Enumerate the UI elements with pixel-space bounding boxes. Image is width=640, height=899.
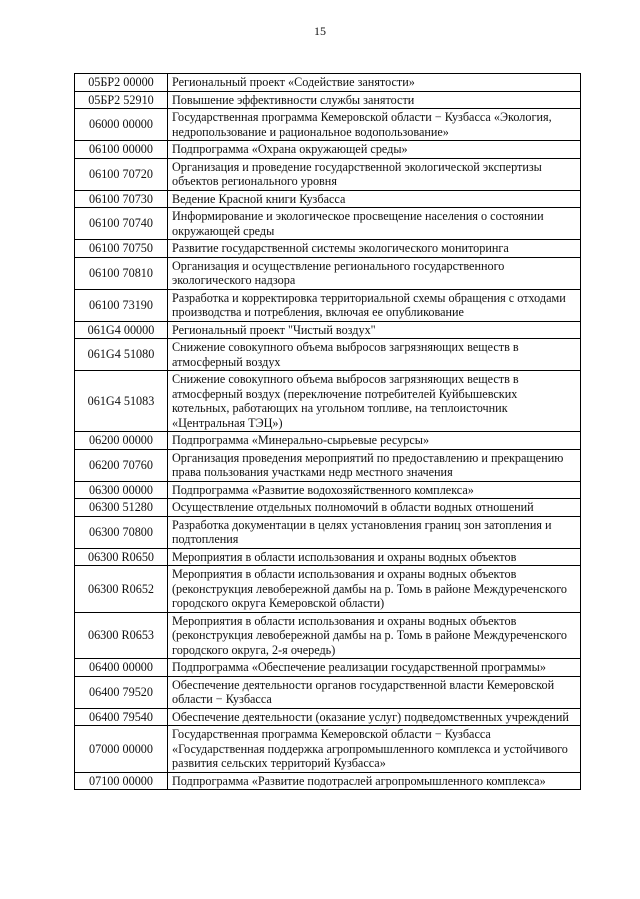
table-row <box>75 612 581 659</box>
table-row <box>75 74 581 92</box>
row-name: Повышение эффективности службы занятости <box>168 91 581 109</box>
row-name: Развитие государственной системы экологического мониторинга <box>168 240 581 258</box>
row-code: 07100 00000 <box>75 772 168 790</box>
table-row <box>75 566 581 613</box>
table-row <box>75 141 581 159</box>
row-name: Мероприятия в области использования и охраны водных объектов (реконструкция левобережной дамбы на р. Томь в районе Междуреченского городского округа, 2-я очередь) <box>168 612 581 659</box>
row-code: 06100 73190 <box>75 289 168 321</box>
table-row <box>75 432 581 450</box>
table-row <box>75 289 581 321</box>
table-row <box>75 371 581 432</box>
row-code: 06300 51280 <box>75 499 168 517</box>
row-name: Подпрограмма «Обеспечение реализации государственной программы» <box>168 659 581 677</box>
row-name: Мероприятия в области использования и охраны водных объектов (реконструкция левобережной дамбы на р. Томь в районе Междуреченского городского округа Кемеровской области) <box>168 566 581 613</box>
row-name: Обеспечение деятельности органов государственной власти Кемеровской области − Кузбасса <box>168 676 581 708</box>
row-code: 06400 79520 <box>75 676 168 708</box>
row-name: Организация и проведение государственной экологической экспертизы объектов регионального уровня <box>168 158 581 190</box>
row-code: 06300 70800 <box>75 516 168 548</box>
budget-code-table <box>74 73 581 790</box>
page-number: 15 <box>314 24 326 38</box>
row-code: 06300 R0652 <box>75 566 168 613</box>
table-row <box>75 481 581 499</box>
row-code: 05БР2 00000 <box>75 74 168 92</box>
row-name: Снижение совокупного объема выбросов загрязняющих веществ в атмосферный воздух <box>168 339 581 371</box>
row-code: 06100 70750 <box>75 240 168 258</box>
table-row <box>75 676 581 708</box>
row-code: 06300 00000 <box>75 481 168 499</box>
row-name: Организация проведения мероприятий по предоставлению и прекращению права пользования участками недр местного значения <box>168 449 581 481</box>
row-code: 06100 70740 <box>75 208 168 240</box>
table-row <box>75 91 581 109</box>
row-name: Осуществление отдельных полномочий в области водных отношений <box>168 499 581 517</box>
row-name: Снижение совокупного объема выбросов загрязняющих веществ в атмосферный воздух (переключение потребителей Куйбышевских котельных, работающих на угольном топливе, на теплоисточник «Центральная ТЭЦ») <box>168 371 581 432</box>
row-code: 06400 00000 <box>75 659 168 677</box>
table-row <box>75 726 581 773</box>
row-name: Разработка и корректировка территориальной схемы обращения с отходами производства и потребления, включая ее опубликование <box>168 289 581 321</box>
table-row <box>75 339 581 371</box>
row-name: Разработка документации в целях установления границ зон затопления и подтопления <box>168 516 581 548</box>
row-code: 06300 R0650 <box>75 548 168 566</box>
table-row <box>75 208 581 240</box>
table-row <box>75 499 581 517</box>
row-name: Региональный проект "Чистый воздух" <box>168 321 581 339</box>
row-name: Информирование и экологическое просвещение населения о состоянии окружающей среды <box>168 208 581 240</box>
row-name: Подпрограмма «Минерально-сырьевые ресурсы» <box>168 432 581 450</box>
row-name: Мероприятия в области использования и охраны водных объектов <box>168 548 581 566</box>
table-row <box>75 240 581 258</box>
row-code: 07000 00000 <box>75 726 168 773</box>
row-code: 06300 R0653 <box>75 612 168 659</box>
row-code: 061G4 51083 <box>75 371 168 432</box>
row-code: 06100 00000 <box>75 141 168 159</box>
table-row <box>75 190 581 208</box>
row-name: Государственная программа Кемеровской области − Кузбасса «Экология, недропользование и рациональное водопользование» <box>168 109 581 141</box>
table-row <box>75 109 581 141</box>
table-row <box>75 449 581 481</box>
row-code: 06000 00000 <box>75 109 168 141</box>
row-name: Подпрограмма «Развитие водохозяйственного комплекса» <box>168 481 581 499</box>
row-code: 061G4 51080 <box>75 339 168 371</box>
row-code: 06100 70720 <box>75 158 168 190</box>
row-name: Региональный проект «Содействие занятости» <box>168 74 581 92</box>
table-row <box>75 321 581 339</box>
row-name: Ведение Красной книги Кузбасса <box>168 190 581 208</box>
row-code: 06100 70810 <box>75 257 168 289</box>
table-row <box>75 772 581 790</box>
row-name: Государственная программа Кемеровской области − Кузбасса «Государственная поддержка агропромышленного комплекса и устойчивого развития сельских территорий Кузбасса» <box>168 726 581 773</box>
row-name: Подпрограмма «Охрана окружающей среды» <box>168 141 581 159</box>
table-row <box>75 548 581 566</box>
row-name: Обеспечение деятельности (оказание услуг) подведомственных учреждений <box>168 708 581 726</box>
row-code: 06100 70730 <box>75 190 168 208</box>
table-row <box>75 257 581 289</box>
row-code: 06200 70760 <box>75 449 168 481</box>
row-code: 06200 00000 <box>75 432 168 450</box>
table-row <box>75 708 581 726</box>
row-code: 06400 79540 <box>75 708 168 726</box>
table-row <box>75 516 581 548</box>
row-code: 05БР2 52910 <box>75 91 168 109</box>
table-row <box>75 659 581 677</box>
row-code: 061G4 00000 <box>75 321 168 339</box>
row-name: Организация и осуществление регионального государственного экологического надзора <box>168 257 581 289</box>
table-row <box>75 158 581 190</box>
row-name: Подпрограмма «Развитие подотраслей агропромышленного комплекса» <box>168 772 581 790</box>
